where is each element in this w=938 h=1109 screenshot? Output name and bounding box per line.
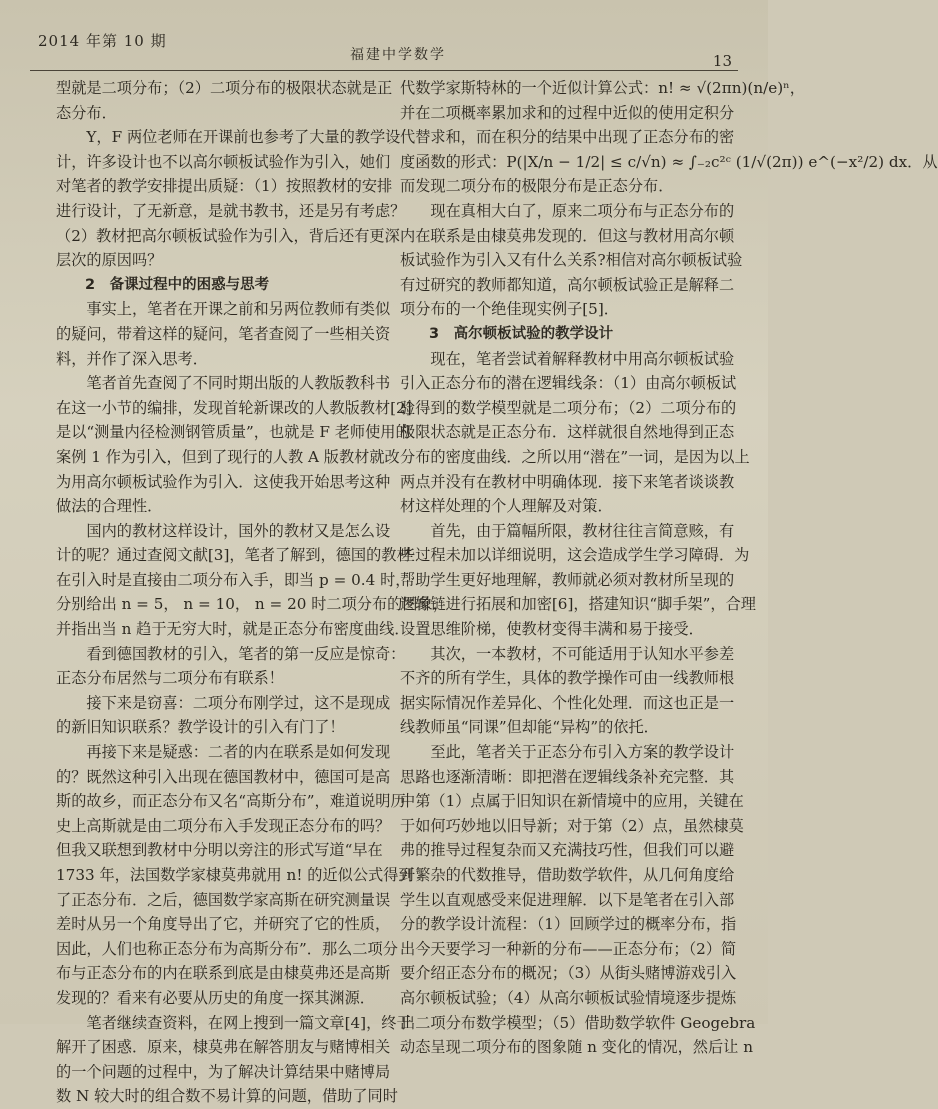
text-line: 现在真相大白了，原来二项分布与正态分布的 xyxy=(400,201,735,220)
text-line: （2）教材把高尔顿板试验作为引入，背后还有更深 xyxy=(56,226,400,245)
text-line: 笔者继续查资料，在网上搜到一篇文章[4]，终于 xyxy=(56,1013,412,1032)
text-line: 设置思维阶梯，使教材变得丰满和易于接受． xyxy=(400,620,704,639)
text-line: 斯的故乡，而正态分布又名“高斯分布”，难道说明历 xyxy=(56,792,406,811)
issue-label: 2014 年第 10 期 xyxy=(38,32,167,50)
text-line: 并在二项概率累加求和的过程中近似的使用定积分 xyxy=(400,103,735,122)
text-line: 引入正态分布的潜在逻辑线条：（1）由高尔顿板试 xyxy=(400,374,737,393)
text-line: 接下来是窃喜：二项分布刚学过，这不是现成 xyxy=(56,693,391,712)
text-line: 笔者首先查阅了不同时期出版的人教版教科书 xyxy=(56,374,391,393)
text-line: 其次，一本教材，不可能适用于认知水平参差 xyxy=(400,644,735,663)
journal-title: 福建中学数学 xyxy=(350,47,446,63)
text-line: 分别给出 n = 5， n = 10， n = 20 时二项分布的图象， xyxy=(56,595,448,614)
text-line: 不齐的所有学生，具体的教学操作可由一线教师根 xyxy=(400,669,735,688)
text-line: 在这一小节的编排，发现首轮新课改的人教版教材[2] xyxy=(56,398,412,417)
text-line: 料，并作了深入思考． xyxy=(56,349,208,368)
text-line: 再接下来是疑惑：二者的内在联系是如何发现 xyxy=(56,743,391,762)
text-line: 的新旧知识联系？教学设计的引入有门了！ xyxy=(56,718,345,737)
text-line: 型就是二项分布；（2）二项分布的极限状态就是正 xyxy=(56,79,393,97)
text-line: 史上高斯就是由二项分布入手发现正态分布的吗？ xyxy=(56,816,391,835)
text-line: 差时从另一个角度导出了它，并研究了它的性质， xyxy=(56,915,391,934)
page-header xyxy=(30,22,738,71)
text-line: 但我又联想到教材中分明以旁注的形式写道“早在 xyxy=(56,841,383,860)
text-line: 首先，由于篇幅所限，教材往往言简意赅，有 xyxy=(400,521,735,540)
text-line: 代替求和，而在积分的结果中出现了正态分布的密 xyxy=(400,128,735,147)
text-line: 的一个问题的过程中，为了解决计算结果中赌博局 xyxy=(56,1062,391,1081)
text-line: 态分布． xyxy=(56,103,117,122)
text-line: 做法的合理性． xyxy=(56,497,163,516)
text-line: 动态呈现二项分布的图象随 n 变化的情况，然后让 n xyxy=(400,1038,753,1057)
text-line: 在引入时是直接由二项分布入手，即当 p = 0.4 时， xyxy=(56,570,411,589)
text-line: 据实际情况作差异化、个性化处理．而这也正是一 xyxy=(400,693,735,712)
text-line: 解开了困惑．原来，棣莫弗在解答朋友与赌博相关 xyxy=(56,1038,391,1057)
text-line: 出二项分布数学模型；（5）借助数学软件 Geogebra xyxy=(400,1013,756,1032)
text-line: Y，F 两位老师在开课前也参考了大量的教学设 xyxy=(56,128,401,147)
text-line: 分布的密度曲线．之所以用“潜在”一词，是因为以上 xyxy=(400,447,750,466)
text-line: 逻辑链进行拓展和加密[6]，搭建知识“脚手架”，合理 xyxy=(400,595,756,614)
text-line: 有过研究的教师都知道，高尔顿板试验正是解释二 xyxy=(400,275,735,294)
text-line: 思路也逐渐清晰：即把潜在逻辑线条补充完整．其 xyxy=(400,767,735,786)
text-line: 出今天要学习一种新的分布——正态分布；（2）简 xyxy=(400,939,737,958)
text-line: 层次的原因吗？ xyxy=(56,251,163,270)
text-line: 代数学家斯特林的一个近似计算公式：n! ≈ √(2πn)(n/e)ⁿ， xyxy=(400,79,805,97)
text-line: 因此，人们也称正态分布为高斯分布”．那么二项分 xyxy=(56,939,398,958)
text-line: 至此，笔者关于正态分布引入方案的教学设计 xyxy=(400,743,735,762)
text-line: 材这样处理的个人理解及对策． xyxy=(400,497,613,516)
text-line: 案例 1 作为引入，但到了现行的人教 A 版教材就改 xyxy=(56,447,400,466)
text-line: 事实上，笔者在开课之前和另两位教师有类似 xyxy=(56,300,391,319)
text-line: 计，许多设计也不以高尔顿板试验作为引入，她们 xyxy=(56,152,391,171)
text-line: 线教师虽“同课”但却能“异构”的依托． xyxy=(400,718,659,737)
text-line: 项分布的一个绝佳现实例子[5]． xyxy=(400,300,619,319)
text-line: 板试验作为引入又有什么关系?相信对高尔顿板试验 xyxy=(400,251,743,270)
text-line: 进行设计，了无新意，是就书教书，还是另有考虑？ xyxy=(56,201,406,220)
text-line: 看到德国教材的引入，笔者的第一反应是惊奇： xyxy=(56,644,406,663)
right-column xyxy=(400,76,938,1060)
text-line: 而发现二项分布的极限分布是正态分布． xyxy=(400,177,674,196)
text-line: 于如何巧妙地以旧导新；对于第（2）点，虽然棣莫 xyxy=(400,816,744,835)
text-line: 布与正态分布的内在联系到底是由棣莫弗还是高斯 xyxy=(56,964,391,983)
text-line: 是以“测量内径检测钢管质量”，也就是 F 老师使用的 xyxy=(56,423,411,442)
text-line: 1733 年，法国数学家棣莫弗就用 n! 的近似公式得到 xyxy=(56,866,414,884)
text-line: 学生以直观感受来促进理解．以下是笔者在引入部 xyxy=(400,890,735,909)
text-line: 对笔者的教学安排提出质疑：（1）按照教材的安排 xyxy=(56,177,393,196)
section-heading: 2 备课过程中的困惑与思考 xyxy=(56,276,270,293)
text-line: 帮助学生更好地理解，教师就必须对教材所呈现的 xyxy=(400,570,735,589)
text-line: 分的教学设计流程：（1）回顾学过的概率分布，指 xyxy=(400,915,737,934)
text-line: 内在联系是由棣莫弗发现的．但这与教材用高尔顿 xyxy=(400,226,735,245)
text-line: 正态分布居然与二项分布有联系！ xyxy=(56,669,284,688)
text-line: 弗的推导过程复杂而又充满技巧性，但我们可以避 xyxy=(400,841,735,860)
text-line: 国内的教材这样设计，国外的教材又是怎么设 xyxy=(56,521,391,540)
text-line: 验得到的数学模型就是二项分布；（2）二项分布的 xyxy=(400,398,737,417)
text-line: 计的呢？通过查阅文献[3]，笔者了解到，德国的教材 xyxy=(56,546,412,565)
text-line: 要介绍正态分布的概况；（3）从街头赌博游戏引入 xyxy=(400,964,737,983)
text-line: 并指出当 n 趋于无穷大时，就是正态分布密度曲线． xyxy=(56,620,410,639)
text-line: 了正态分布．之后，德国数学家高斯在研究测量误 xyxy=(56,890,391,909)
text-line: 极限状态就是正态分布．这样就很自然地得到正态 xyxy=(400,423,735,442)
page-number: 13 xyxy=(712,52,732,70)
text-line: 两点并没有在教材中明确体现．接下来笔者谈谈教 xyxy=(400,472,735,491)
text-line: 高尔顿板试验；（4）从高尔顿板试验情境逐步提炼 xyxy=(400,988,737,1007)
text-line: 中第（1）点属于旧知识在新情境中的应用，关键在 xyxy=(400,792,744,811)
text-line: 数 N 较大时的组合数不易计算的问题，借助了同时 xyxy=(56,1087,398,1106)
text-line: 度函数的形式：P(|X/n − 1/2| ≤ c/√n) ≈ ∫₋₂c²ᶜ (1/√(2π)) e^(−x²/2) dx．从 xyxy=(400,152,938,171)
text-line: 开繁杂的代数推导，借助数学软件，从几何角度给 xyxy=(400,866,735,884)
text-line: 的疑问，带着这样的疑问，笔者查阅了一些相关资 xyxy=(56,324,391,343)
text-line: 的？既然这种引入出现在德国教材中，德国可是高 xyxy=(56,767,391,786)
text-line: 现在，笔者尝试着解释教材中用高尔顿板试验 xyxy=(400,349,735,368)
text-line: 发现的？看来有必要从历史的角度一探其渊源． xyxy=(56,988,375,1007)
left-column xyxy=(56,76,448,1109)
text-line: 为用高尔顿板试验作为引入．这使我开始思考这种 xyxy=(56,472,391,491)
section-heading: 3 高尔顿板试验的教学设计 xyxy=(400,325,614,342)
text-line: 些过程未加以详细说明，这会造成学生学习障碍．为 xyxy=(400,546,750,565)
